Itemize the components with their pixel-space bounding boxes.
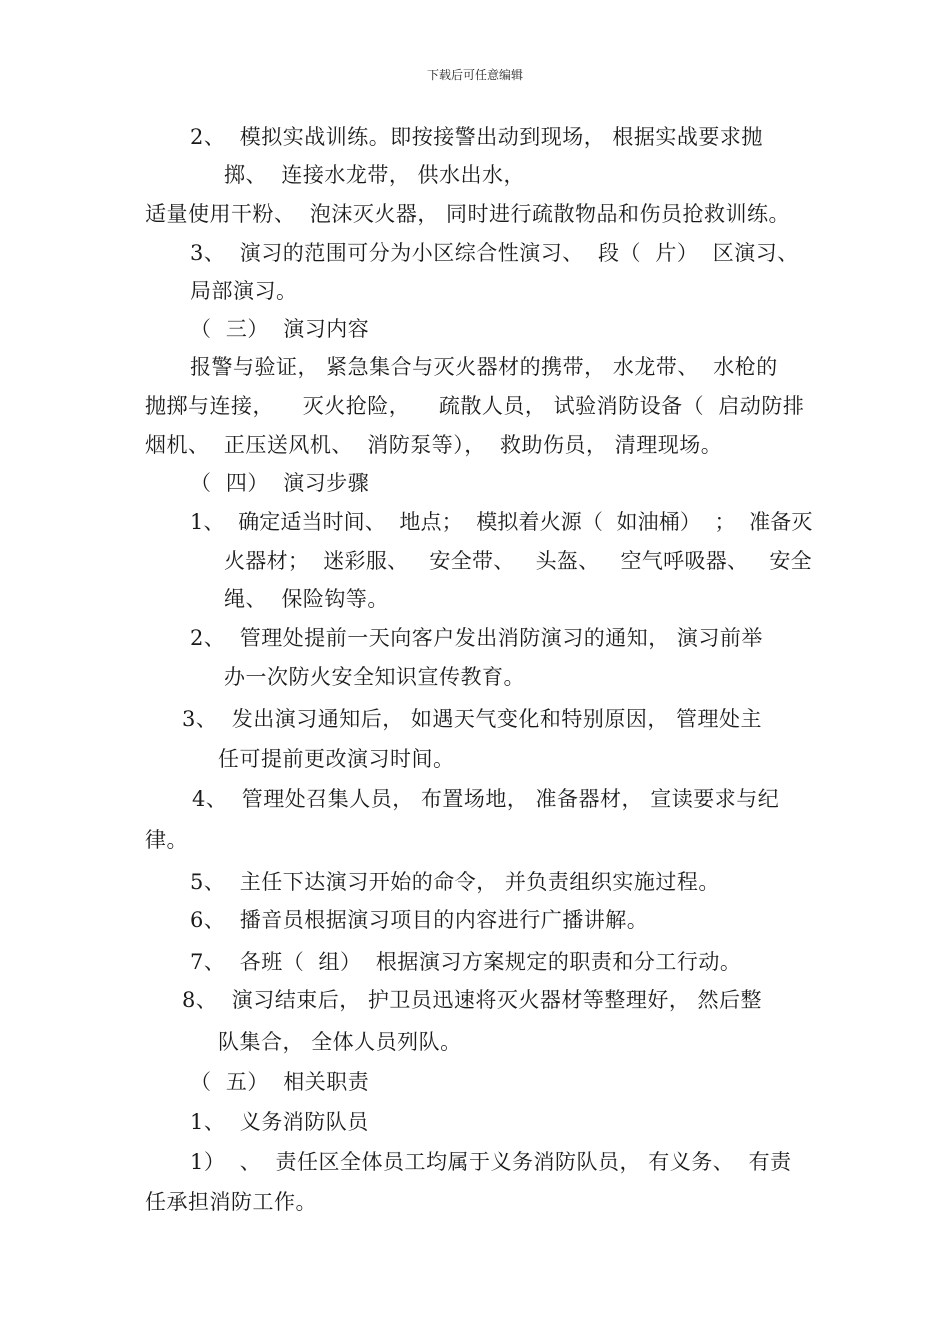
text-line: 8、 演习结束后， 护卫员迅速将灭火器材等整理好， 然后整 — [182, 988, 763, 1012]
text-line: 6、 播音员根据演习项目的内容进行广播讲解。 — [190, 908, 649, 932]
text-line: 1） 、 责任区全体员工均属于义务消防队员， 有义务、 有责 — [190, 1150, 792, 1174]
text-line: 队集合， 全体人员列队。 — [218, 1030, 462, 1054]
text-line: 2、 模拟实战训练。即按接警出动到现场， 根据实战要求抛 — [190, 125, 763, 149]
text-line: 1、 确定适当时间、 地点； 模拟着火源（ 如油桶） ； 准备灭 — [190, 510, 813, 534]
text-line: 绳、 保险钩等。 — [224, 587, 389, 611]
text-line: 适量使用干粉、 泡沫灭火器， 同时进行疏散物品和伤员抢救训练。 — [145, 202, 791, 226]
text-line: 局部演习。 — [190, 279, 298, 303]
text-line: 烟机、 正压送风机、 消防泵等）， 救助伤员， 清理现场。 — [145, 433, 723, 457]
text-line: 3、 演习的范围可分为小区综合性演习、 段（ 片） 区演习、 — [190, 241, 799, 265]
text-line: 1、 义务消防队员 — [190, 1110, 369, 1134]
text-line: 2、 管理处提前一天向客户发出消防演习的通知， 演习前举 — [190, 626, 763, 650]
section-heading: （ 三） 演习内容 — [190, 317, 370, 341]
text-line: 4、 管理处召集人员， 布置场地， 准备器材， 宣读要求与纪 — [192, 787, 780, 811]
text-line: 任承担消防工作。 — [145, 1190, 317, 1214]
text-line: 报警与验证， 紧急集合与灭火器材的携带， 水龙带、 水枪的 — [190, 355, 778, 379]
text-line: 律。 — [145, 828, 188, 852]
section-heading: （ 五） 相关职责 — [190, 1070, 370, 1094]
text-line: 火器材； 迷彩服、 安全带、 头盔、 空气呼吸器、 安全 — [224, 549, 812, 573]
text-line: 7、 各班（ 组） 根据演习方案规定的职责和分工行动。 — [190, 950, 742, 974]
text-line: 任可提前更改演习时间。 — [218, 747, 455, 771]
text-line: 5、 主任下达演习开始的命令， 并负责组织实施过程。 — [190, 870, 720, 894]
text-line: 3、 发出演习通知后， 如遇天气变化和特别原因， 管理处主 — [182, 707, 763, 731]
section-heading: （ 四） 演习步骤 — [190, 471, 370, 495]
page-header: 下载后可任意编辑 — [426, 68, 523, 82]
text-line: 抛掷与连接， 灭火抢险， 疏散人员， 试验消防设备（ 启动防排 — [145, 394, 805, 418]
text-line: 掷、 连接水龙带， 供水出水， — [224, 163, 526, 187]
text-line: 办一次防火安全知识宣传教育。 — [224, 665, 525, 689]
